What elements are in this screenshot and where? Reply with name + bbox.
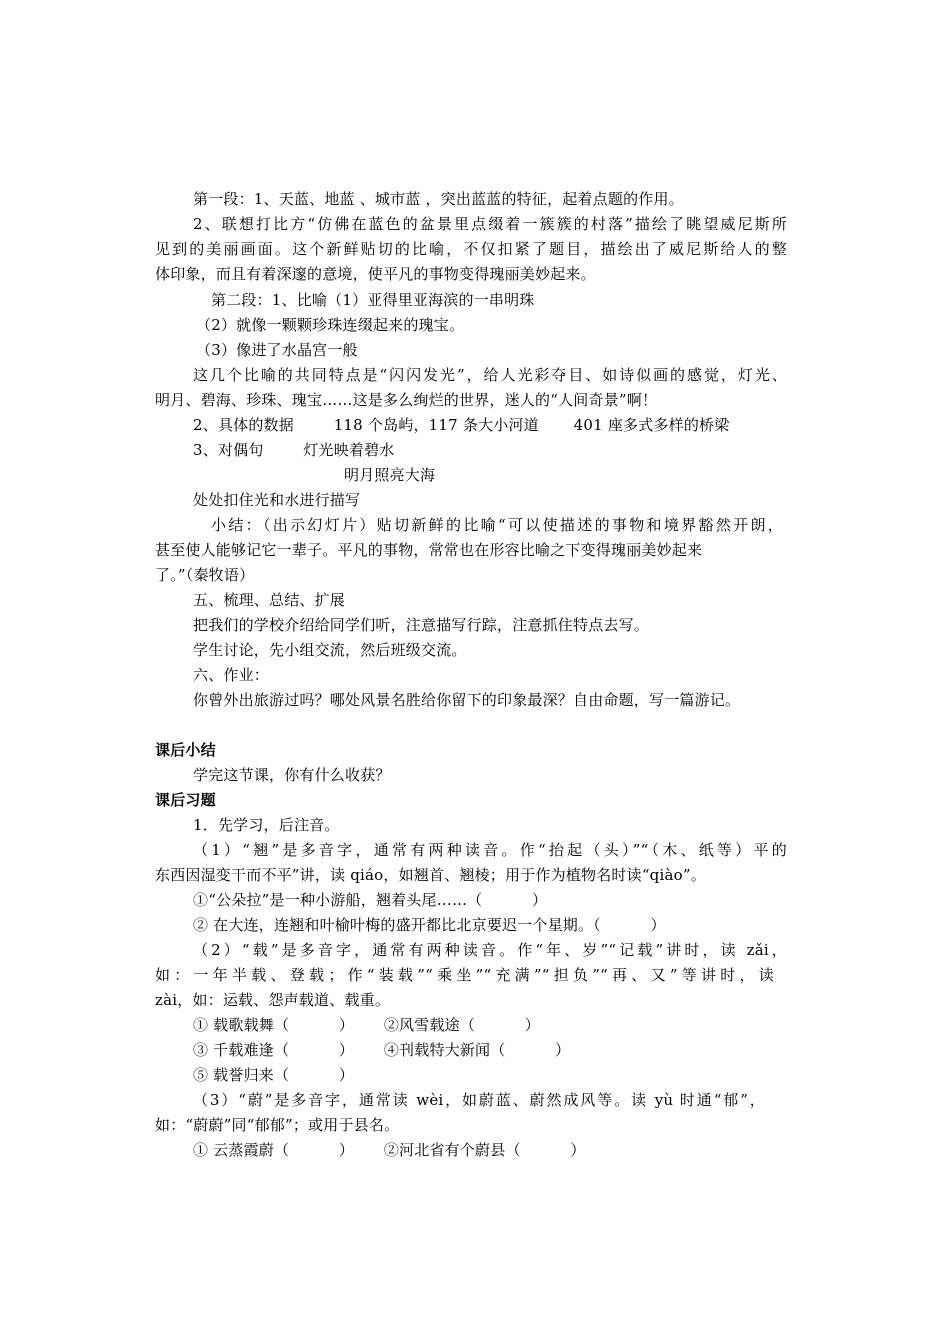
text-line: 3、对偶句 灯光映着碧水 [193, 441, 395, 459]
text-line: 明月、碧海、珍珠、瑰宝……这是多么绚烂的世界，迷人的“人间奇景”啊！ [155, 391, 658, 409]
text-line: 第一段：1、天蓝、地蓝 、城市蓝 ，突出蓝蓝的特征，起着点题的作用。 [193, 190, 684, 208]
text-line: 这几个比喻的共同特点是“闪闪发光”，给人光彩夺目、如诗似画的感觉，灯光、 [193, 366, 787, 384]
text-line: ② 在大连，连翘和叶榆叶梅的盛开都比北京要迟一个星期。（ ） [193, 916, 666, 934]
text-line: （1）“翘”是多音字，通常有两种读音。作“抬起（头）”“（木、纸等）平的 [193, 841, 787, 859]
text-line: 明月照亮大海 [344, 466, 436, 484]
text-line: 了。”（秦牧语） [155, 566, 255, 584]
text-line: zài，如：运载、怨声载道、载重。 [155, 991, 391, 1009]
text-line: 小结：（出示幻灯片）贴切新鲜的比喻“可以使描述的事物和境界豁然开朗， [211, 516, 783, 534]
text-line: 甚至使人能够记它一辈子。平凡的事物，常常也在形容比喻之下变得瑰丽美妙起来 [155, 541, 703, 559]
text-line: 你曾外出旅游过吗？哪处风景名胜给你留下的印象最深？自由命题，写一篇游记。 [193, 691, 741, 709]
section-heading: 课后习题 [155, 791, 216, 809]
text-line: 第二段：1、比喻（1）亚得里亚海滨的一串明珠 [211, 291, 535, 309]
text-line: 如：“蔚蔚”同“郁郁”；或用于县名。 [155, 1116, 400, 1134]
text-line: 处处扣住光和水进行描写 [193, 491, 361, 509]
text-line: ①“公朵拉”是一种小游船，翘着头尾……（ ） [193, 891, 548, 909]
text-line: （3）像进了水晶宫一般 [196, 341, 358, 359]
text-line: （2）“载”是多音字，通常有两种读音。作“年、岁”“记载”讲时，读 zǎi， [193, 941, 787, 959]
text-line: ① 载歌载舞（ ） ②风雪载途（ ） [193, 1016, 540, 1034]
text-line: 六、作业： [193, 666, 270, 684]
text-line: 见到的美丽画面。这个新鲜贴切的比喻，不仅扣紧了题目，描绘出了威尼斯给人的整 [155, 240, 787, 258]
text-line: 把我们的学校介绍给同学们听，注意描写行踪，注意抓住特点去写。 [193, 616, 650, 634]
text-line: ① 云蒸霞蔚（ ） ②河北省有个蔚县（ ） [193, 1141, 586, 1159]
text-line: 学完这节课，你有什么收获？ [193, 766, 391, 784]
section-heading: 课后小结 [155, 741, 216, 759]
text-line: 2、具体的数据 118 个岛屿，117 条大小河道 401 座多式多样的桥梁 [193, 416, 730, 434]
text-line: 1．先学习，后注音。 [193, 816, 340, 834]
text-line: 学生讨论，先小组交流，然后班级交流。 [193, 641, 467, 659]
text-line: （3）“蔚”是多音字，通常读 wèi，如蔚蓝、蔚然成风等。读 yù 时通“郁”， [193, 1091, 765, 1109]
text-line: 五、梳理、总结、扩展 [193, 591, 346, 609]
text-line: ③ 千载难逢（ ） ④刊载特大新闻（ ） [193, 1041, 571, 1059]
text-line: 如：一年半载、登载；作“装载”“乘坐”“充满”“担负”“再、又”等讲时，读 [155, 966, 774, 984]
text-line: 东西因湿变干而不平”讲，读 qiáo，如翘首、翘棱；用于作为植物名时读“qiào”。 [155, 866, 706, 884]
text-line: 体印象，而且有着深邃的意境，使平凡的事物变得瑰丽美妙起来。 [155, 265, 596, 283]
text-line: （2）就像一颗颗珍珠连缀起来的瑰宝。 [196, 316, 465, 334]
text-line: 2、联想打比方“仿佛在蓝色的盆景里点缀着一簇簇的村落”描绘了眺望威尼斯所 [193, 215, 787, 233]
text-line: ⑤ 载誉归来（ ） [193, 1066, 355, 1084]
